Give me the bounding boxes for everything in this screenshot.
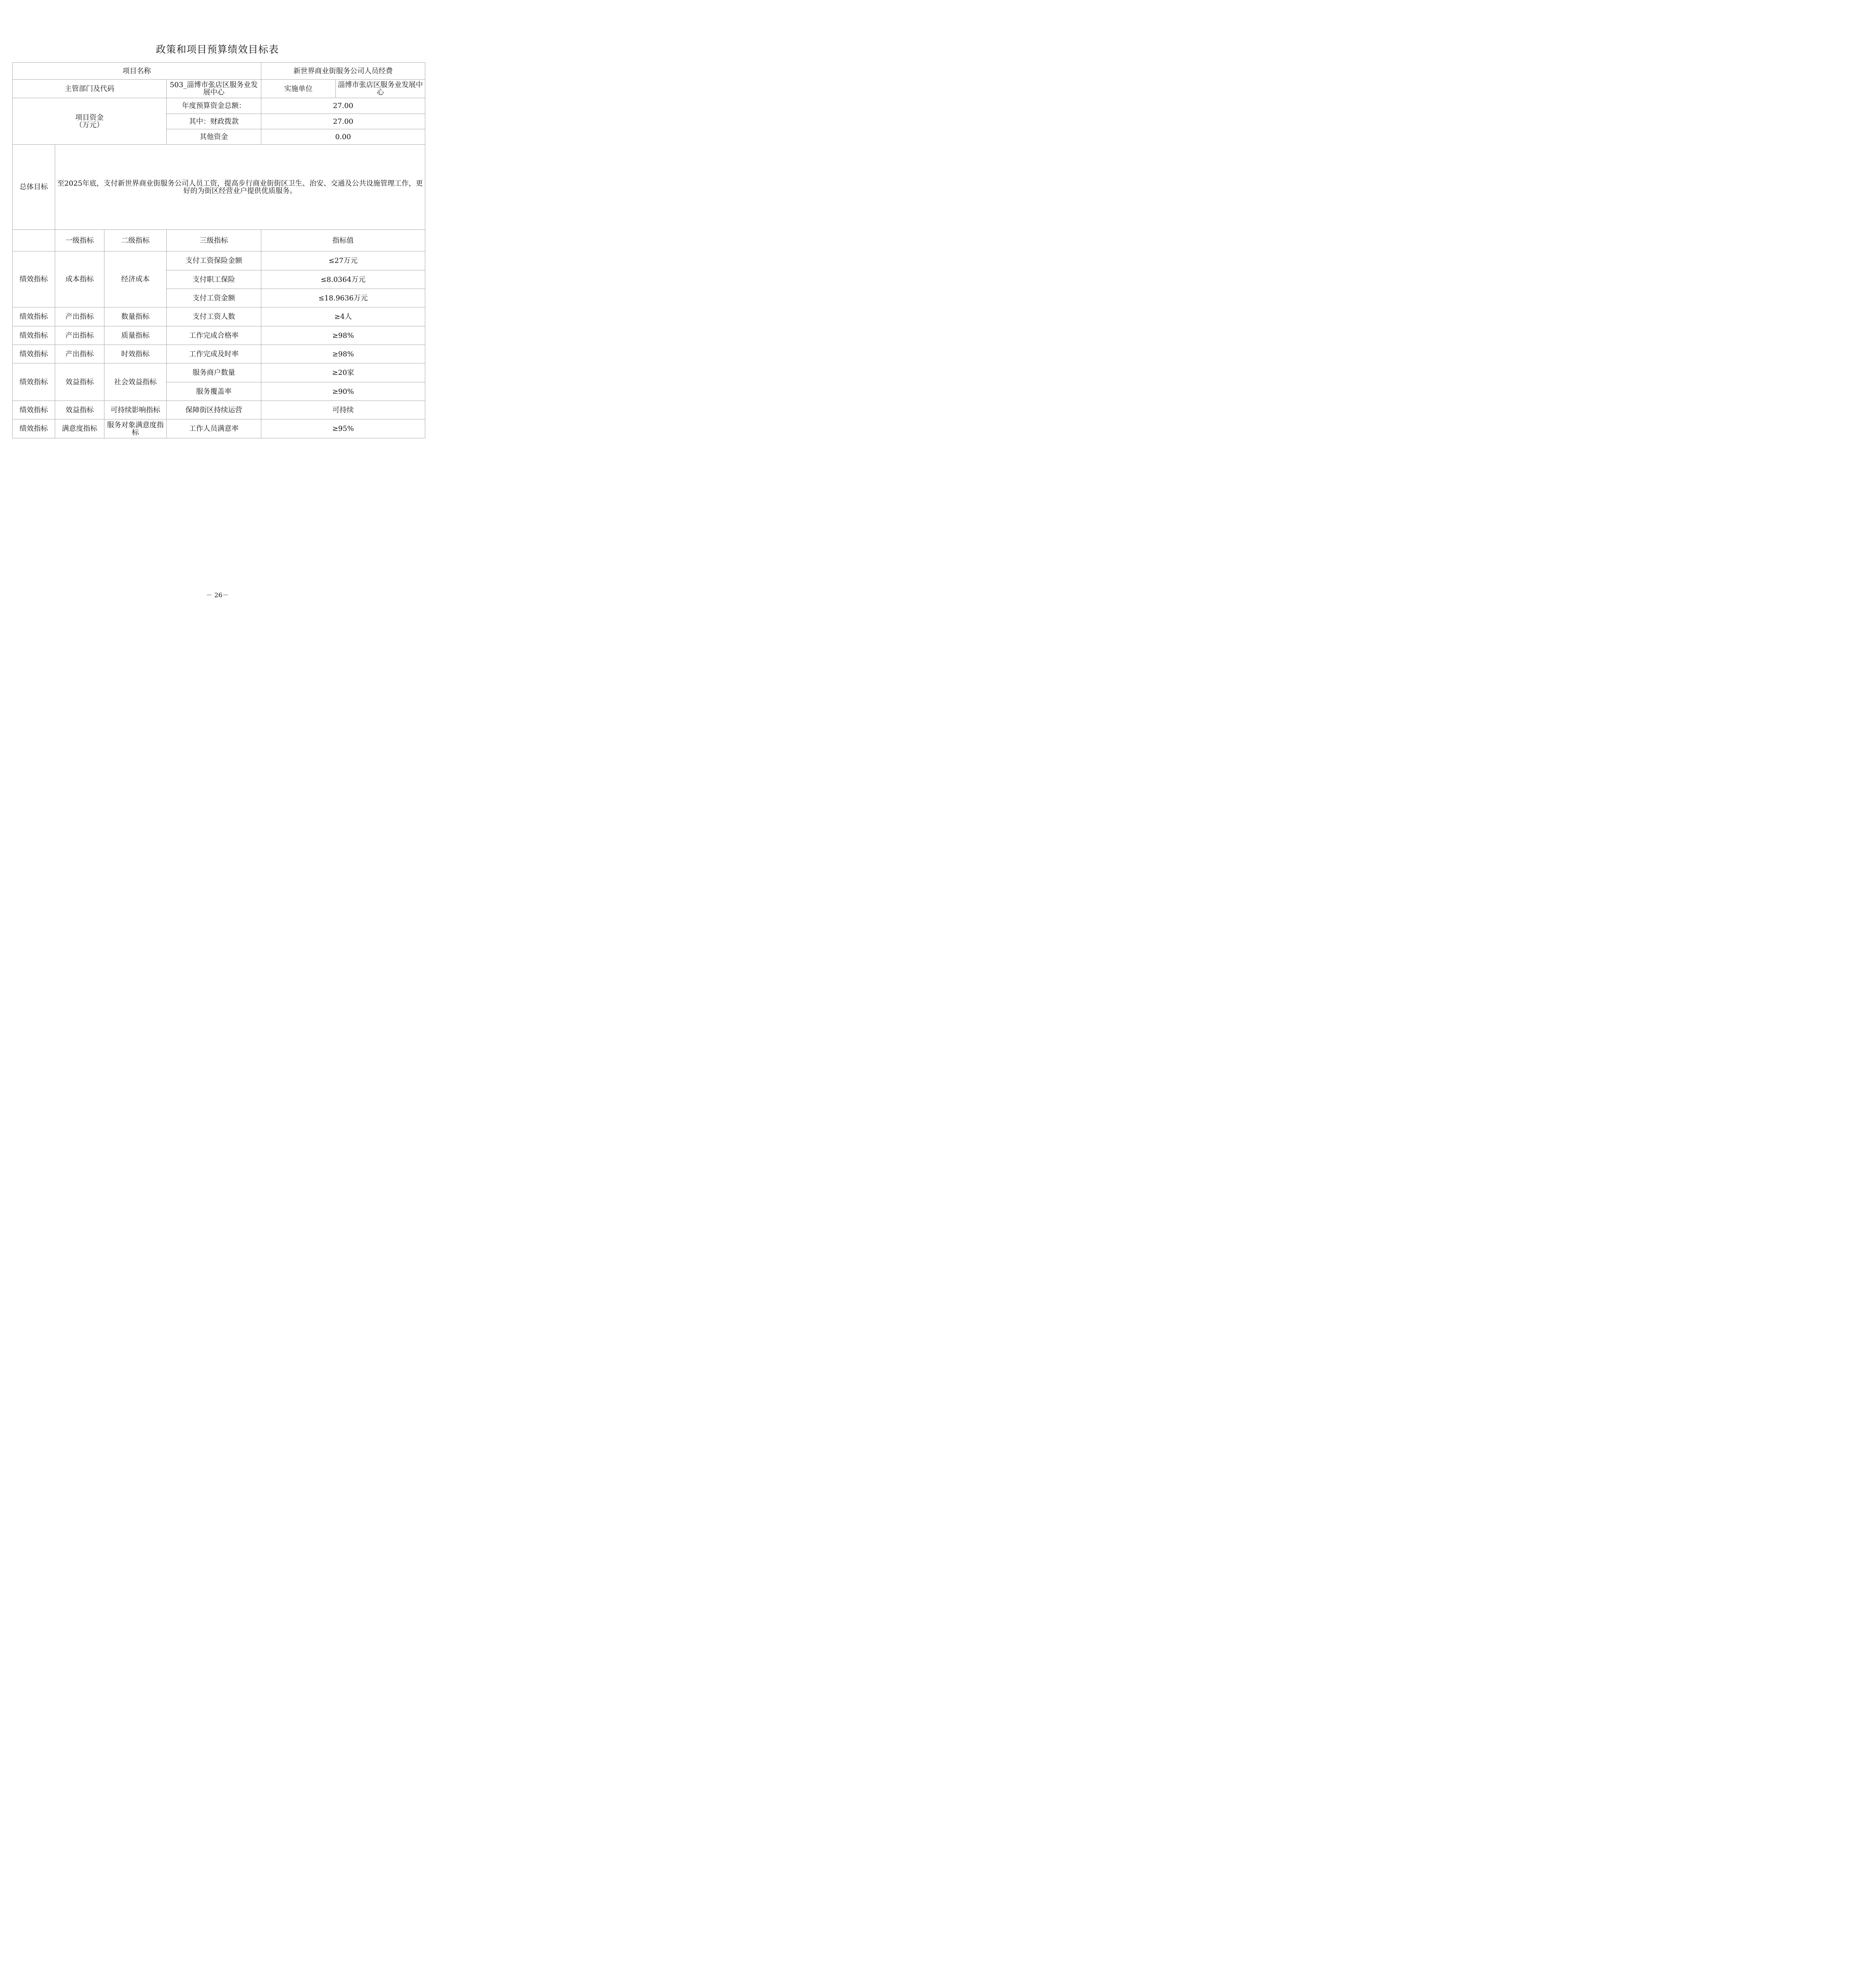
header-level3: 三级指标 [167,230,261,251]
indicator-category: 绩效指标 [13,326,55,345]
indicator-level1: 产出指标 [55,307,104,326]
project-funds-label-line2: （万元） [75,121,104,129]
indicator-level2: 服务对象满意度指标 [104,419,167,438]
indicator-level3: 支付工资金额 [167,289,261,307]
indicator-level3: 工作人员满意率 [167,419,261,438]
indicator-category: 绩效指标 [13,251,55,307]
indicator-value: ≤8.0364万元 [261,270,425,289]
project-funds-label-line1: 项目资金 [75,113,104,122]
indicator-level1: 效益指标 [55,363,104,401]
overall-goal-label: 总体目标 [13,145,55,230]
header-level1: 一级指标 [55,230,104,251]
indicator-value: ≤27万元 [261,251,425,270]
page-number: － 26－ [206,591,229,599]
indicator-level1: 满意度指标 [55,419,104,438]
indicator-level3: 工作完成及时率 [167,345,261,363]
indicator-value: ≥95% [261,419,425,438]
indicator-value: ≥98% [261,345,425,363]
indicator-category: 绩效指标 [13,307,55,326]
indicator-level3: 工作完成合格率 [167,326,261,345]
row-project-name [13,63,425,80]
fiscal-allocation-value: 27.00 [261,114,425,129]
other-funds-label: 其他资金 [167,129,261,145]
table-row [13,419,425,438]
annual-budget-label: 年度预算资金总额： [167,98,261,114]
indicator-value: ≥20家 [261,363,425,382]
fiscal-allocation-label: 其中：财政拨款 [167,114,261,129]
indicator-value: ≤18.9636万元 [261,289,425,307]
project-name-value: 新世界商业街服务公司人员经费 [261,63,425,80]
header-level2: 二级指标 [104,230,167,251]
indicator-value: ≥4人 [261,307,425,326]
indicator-level1: 产出指标 [55,345,104,363]
indicator-level3: 服务覆盖率 [167,382,261,401]
indicator-level1: 成本指标 [55,251,104,307]
annual-budget-value: 27.00 [261,98,425,114]
performance-target-table [12,62,425,438]
table-row [13,326,425,345]
indicator-value: ≥90% [261,382,425,401]
indicator-value: ≥98% [261,326,425,345]
project-name-label: 项目名称 [13,63,261,80]
indicator-category: 绩效指标 [13,419,55,438]
project-funds-label [13,98,167,145]
indicator-level3: 服务商户数量 [167,363,261,382]
page-title: 政策和项目预算绩效目标表 [156,44,279,55]
indicator-level2: 质量指标 [104,326,167,345]
row-annual-budget [13,98,425,114]
indicator-level2: 可持续影响指标 [104,401,167,419]
table-row [13,307,425,326]
table-row [13,401,425,419]
indicator-level2: 数量指标 [104,307,167,326]
overall-goal-text: 至2025年底，支付新世界商业街服务公司人员工资，提高步行商业街街区卫生、治安、交通及公共设施管理工作，更好的为街区经营业户提供优质服务。 [55,145,425,230]
indicator-category: 绩效指标 [13,345,55,363]
indicator-level3: 保障街区持续运营 [167,401,261,419]
indicator-category: 绩效指标 [13,363,55,401]
header-value: 指标值 [261,230,425,251]
indicator-value: 可持续 [261,401,425,419]
table-row [13,251,425,270]
header-empty-cell [13,230,55,251]
department-value: 503_淄博市张店区服务业发展中心 [167,80,261,98]
implementing-unit-value: 淄博市张店区服务业发展中心 [336,80,425,98]
indicator-level2: 时效指标 [104,345,167,363]
row-indicator-headers [13,230,425,251]
table-row [13,363,425,382]
indicator-category: 绩效指标 [13,401,55,419]
table-row [13,345,425,363]
indicator-level1: 产出指标 [55,326,104,345]
implementing-unit-label: 实施单位 [261,80,336,98]
row-department [13,80,425,98]
indicator-level3: 支付职工保险 [167,270,261,289]
other-funds-value: 0.00 [261,129,425,145]
indicator-level2: 社会效益指标 [104,363,167,401]
indicator-level3: 支付工资人数 [167,307,261,326]
row-overall-goal [13,145,425,230]
indicator-level1: 效益指标 [55,401,104,419]
indicator-level2: 经济成本 [104,251,167,307]
indicator-level3: 支付工资保险金额 [167,251,261,270]
department-label: 主管部门及代码 [13,80,167,98]
